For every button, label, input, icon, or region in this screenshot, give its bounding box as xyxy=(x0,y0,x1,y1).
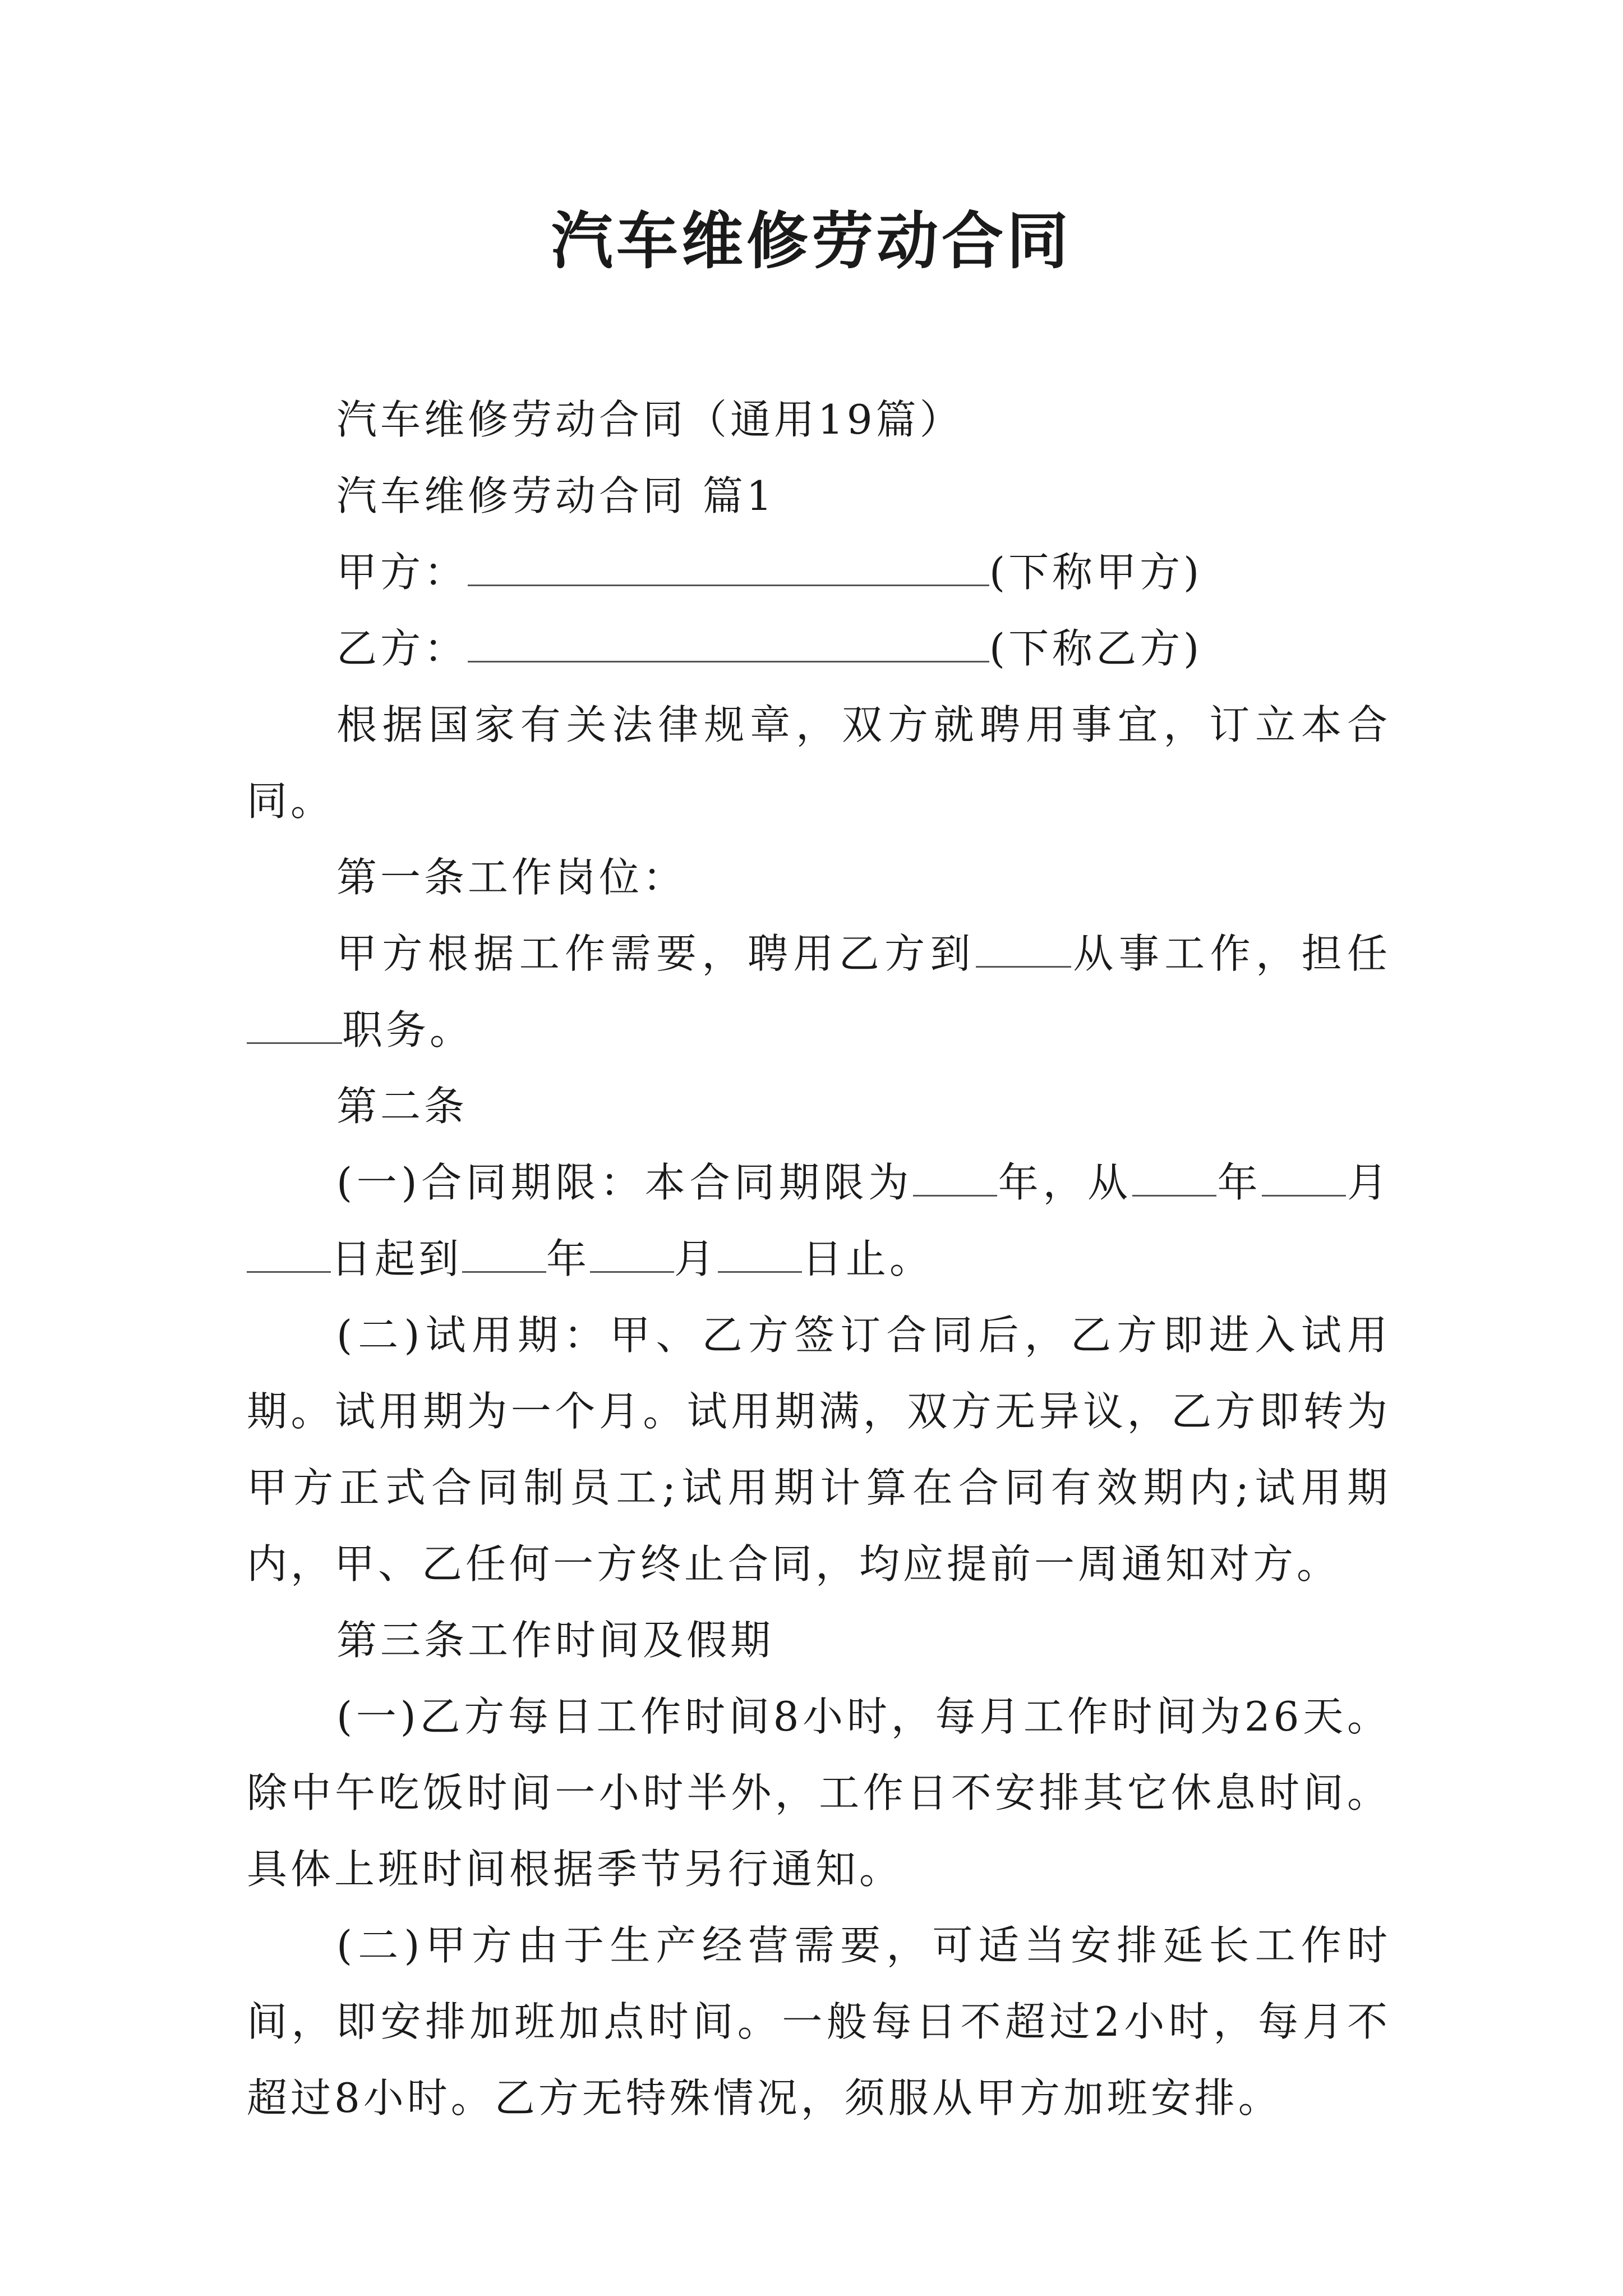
article1-blank-position xyxy=(247,996,342,1044)
blank-years xyxy=(913,1149,997,1197)
article2-p1-f: 年 xyxy=(546,1235,591,1282)
party-b-label: 乙方： xyxy=(336,625,468,672)
blank-end-day xyxy=(718,1225,802,1273)
party-a-suffix: (下称甲方) xyxy=(989,549,1203,596)
article2-p1-g: 月 xyxy=(674,1235,718,1282)
article1-paragraph xyxy=(247,915,1391,1068)
party-b-blank xyxy=(468,615,989,662)
party-b-line xyxy=(247,610,1391,687)
article2-paragraph-1 xyxy=(247,1144,1391,1297)
document-subtitle: 汽车维修劳动合同（通用19篇） xyxy=(336,396,963,443)
article2-p1-b: 年，从 xyxy=(997,1159,1132,1206)
party-a-line xyxy=(247,534,1391,610)
article1-heading: 第一条工作岗位： xyxy=(336,854,687,901)
article2-heading: 第二条 xyxy=(336,1083,468,1130)
article2-p1-h: 日止。 xyxy=(802,1235,934,1282)
article1-text-b: 从事工作，担任 xyxy=(1071,930,1391,977)
party-a-label: 甲方： xyxy=(336,549,468,596)
blank-end-year xyxy=(462,1225,546,1273)
article1-blank-location xyxy=(976,920,1071,968)
article3-paragraph-1: (一)乙方每日工作时间8小时，每月工作时间为26天。除中午吃饭时间一小时半外，工作日不安排其它休息时间。具体上班时间根据季节另行通知。 xyxy=(247,1693,1391,1893)
article1-text-a: 甲方根据工作需要，聘用乙方到 xyxy=(336,930,976,977)
article2-paragraph-2: (二)试用期：甲、乙方签订合同后，乙方即进入试用期。试用期为一个月。试用期满，双方无异议，乙方即转为甲方正式合同制员工;试用期计算在合同有效期内;试用期内，甲、乙任何一方终止合同，均应提前一周通知对方。 xyxy=(247,1312,1391,1588)
article3-paragraph-2: (二)甲方由于生产经营需要，可适当安排延长工作时间，即安排加班加点时间。一般每日不超过2小时，每月不超过8小时。乙方无特殊情况，须服从甲方加班安排。 xyxy=(247,1922,1391,2122)
blank-start-month xyxy=(1262,1149,1346,1197)
intro-paragraph: 根据国家有关法律规章，双方就聘用事宜，订立本合同。 xyxy=(247,701,1391,825)
document-title: 汽车维修劳动合同 xyxy=(551,205,1072,277)
article2-p1-a: (一)合同期限：本合同期限为 xyxy=(336,1159,914,1206)
article2-p1-e: 日起到 xyxy=(331,1235,463,1282)
blank-start-day xyxy=(247,1225,331,1273)
blank-start-year xyxy=(1132,1149,1216,1197)
article1-text-c: 职务。 xyxy=(342,1006,474,1053)
party-b-suffix: (下称乙方) xyxy=(989,625,1203,672)
document-body xyxy=(247,381,1391,2136)
party-a-blank xyxy=(468,539,989,586)
article2-p1-c: 年 xyxy=(1216,1159,1262,1206)
article3-heading: 第三条工作时间及假期 xyxy=(336,1617,774,1664)
article2-p1-d: 月 xyxy=(1346,1159,1391,1206)
section-heading: 汽车维修劳动合同 篇1 xyxy=(336,472,776,519)
blank-end-month xyxy=(590,1225,674,1273)
